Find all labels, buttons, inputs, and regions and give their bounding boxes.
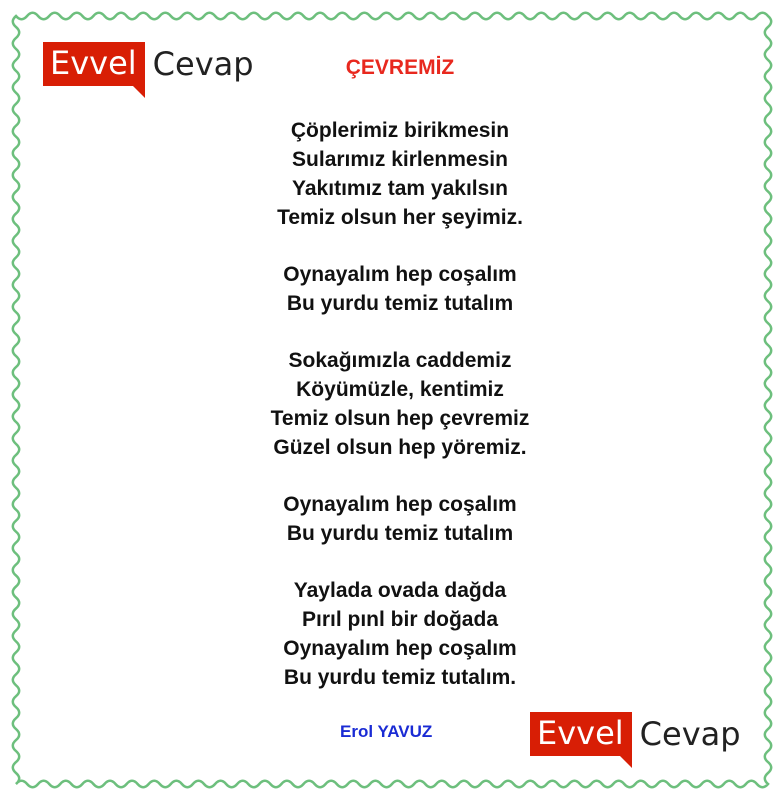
poem-line: Güzel olsun hep yöremiz. (273, 436, 527, 459)
stanza (150, 116, 650, 232)
poem-body (150, 116, 650, 692)
logo-cevap-text: Cevap (639, 715, 741, 753)
stanza (150, 346, 650, 462)
poem-line: Köyümüzle, kentimiz (296, 378, 504, 401)
author-name: Erol YAVUZ (340, 722, 433, 741)
logo-cevap-text: Cevap (152, 45, 254, 83)
poem-line: Pırıl pınl bir doğada (301, 608, 498, 631)
poem-line: Oynayalım hep coşalım (283, 637, 517, 660)
evvelcevap-logo-bottom[interactable] (530, 712, 741, 756)
logo-evvel-box: Evvel (43, 42, 145, 86)
evvelcevap-logo-top[interactable] (43, 42, 254, 86)
poem-line: Yakıtımız tam yakılsın (292, 177, 508, 200)
stanza (150, 260, 650, 318)
poem-line: Çöplerimiz birikmesin (290, 119, 510, 142)
poem-line: Yaylada ovada dağda (293, 579, 507, 602)
poem-line: Temiz olsun hep çevremiz (270, 407, 530, 430)
logo-evvel-box: Evvel (530, 712, 632, 756)
poem-line: Bu yurdu temiz tutalım. (283, 666, 517, 689)
stanza (150, 576, 650, 692)
poem-line: Bu yurdu temiz tutalım (286, 292, 514, 315)
poem-line: Oynayalım hep coşalım (283, 493, 517, 516)
poem-title: ÇEVREMİZ (345, 56, 455, 79)
poem-line: Oynayalım hep coşalım (283, 263, 517, 286)
stanza (150, 490, 650, 548)
poem-line: Temiz olsun her şeyimiz. (277, 206, 523, 229)
poem-line: Sularımız kirlenmesin (292, 148, 508, 171)
poem-line: Sokağımızla caddemiz (288, 349, 512, 372)
poem-line: Bu yurdu temiz tutalım (286, 522, 514, 545)
